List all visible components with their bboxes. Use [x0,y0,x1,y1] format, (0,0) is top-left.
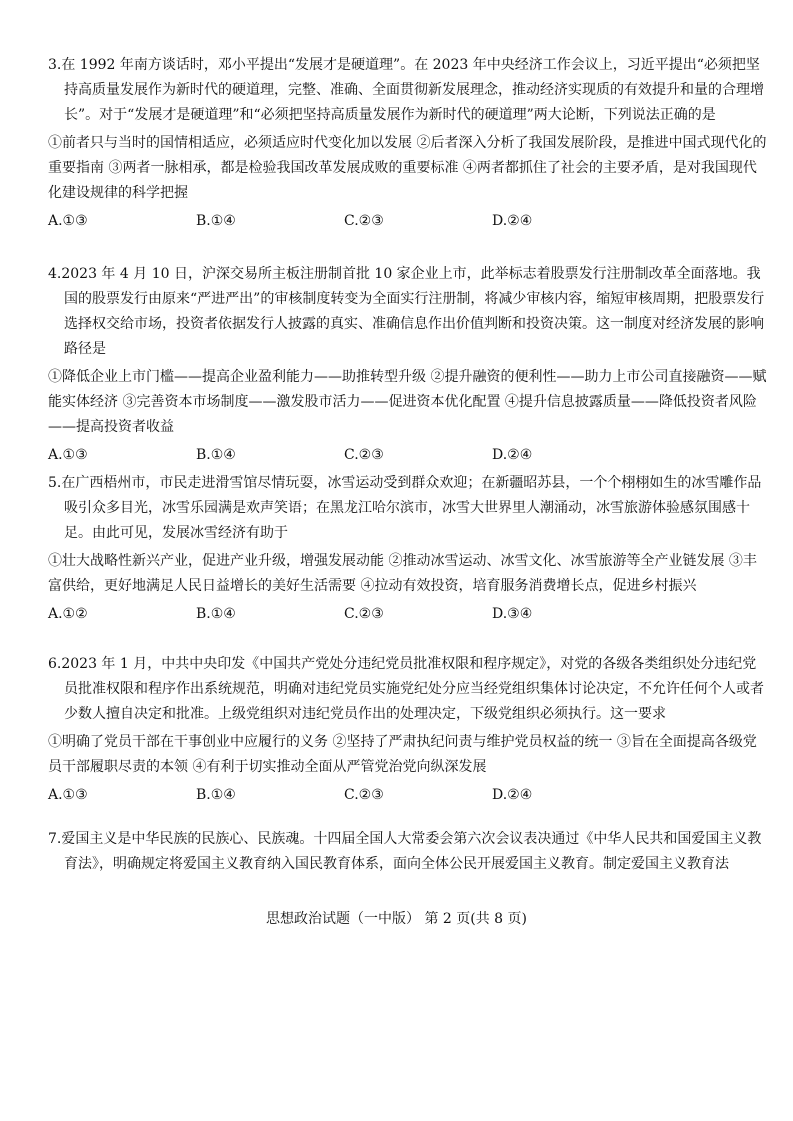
answer-options [48,443,768,468]
option-d: D.②④ [492,447,533,463]
option-b: B.①④ [196,787,236,803]
option-c: C.②③ [344,606,384,622]
question-statements: ①壮大战略性新兴产业，促进产业升级，增强发展动能 ②推动冰雪运动、冰雪文化、冰雪旅游等全产业链发展 ③丰富供给，更好地满足人民日益增长的美好生活需要 ④拉动有效投资，培育服务消费增长点，促进乡村振兴 [48,553,757,594]
option-d: D.③④ [492,606,533,622]
question-stem: 6.2023 年 1 月，中共中央印发《中国共产党处分违纪党员批准权限和程序规定》，对党的各级各类组织处分违纪党员批准权限和程序作出系统规范，明确对违纪党员实施党纪处分应当经党组织集体讨论决定，不允许任何个人或者少数人擅自决定和批准。上级党组织对违纪党员作出的处理决定，下级党组织必须执行。这一要求 [48,656,764,722]
option-c: C.②③ [344,787,384,803]
question-statements: ①降低企业上市门槛——提高企业盈利能力——助推转型升级 ②提升融资的便利性——助力上市公司直接融资——赋能实体经济 ③完善资本市场制度——激发股市活力——促进资本优化配置 ④提升信息披露质量——降低投资者风险 ——提高投资者收益 [48,369,767,435]
question-stem: 7.爱国主义是中华民族的民族心、民族魂。十四届全国人大常委会第六次会议表决通过《中华人民共和国爱国主义教育法》，明确规定将爱国主义教育纳入国民教育体系，面向全体公民开展爱国主义教育。制定爱国主义教育法 [48,831,762,872]
question-statements: ①明确了党员干部在干事创业中应履行的义务 ②坚持了严肃执纪问责与维护党员权益的统一 ③旨在全面提高各级党员干部履职尽责的本领 ④有利于切实推动全面从严管党治党向纵深发展 [48,734,757,775]
option-c: C.②③ [344,213,384,229]
answer-options [48,602,768,627]
option-a: A.①③ [48,447,88,463]
option-a: A.①③ [48,213,88,229]
option-d: D.②④ [492,787,533,803]
question-5 [48,471,768,627]
answer-options [48,783,768,808]
option-b: B.①④ [196,606,236,622]
question-stem: 5.在广西梧州市，市民走进滑雪馆尽情玩耍，冰雪运动受到群众欢迎；在新疆昭苏县，一个个栩栩如生的冰雪雕作品吸引众多目光，冰雪乐园满是欢声笑语；在黑龙江哈尔滨市，冰雪大世界里人潮涌动，冰雪旅游体验感氛围感十足。由此可见，发展冰雪经济有助于 [48,475,762,541]
option-a: A.①② [48,606,88,622]
option-a: A.①③ [48,787,88,803]
question-stem: 4.2023 年 4 月 10 日，沪深交易所主板注册制首批 10 家企业上市，此举标志着股票发行注册制改革全面落地。我国的股票发行由原来“严进严出”的审核制度转变为全面实行注册制，将减少审核内容，缩短审核周期，把股票发行选择权交给市场，投资者依据发行人披露的真实、准确信息作出价值判断和投资决策。这一制度对经济发展的影响路径是 [48,266,765,357]
answer-options [48,209,768,234]
page-footer: 思想政治试题（一中版） 第 2 页(共 8 页) [266,911,527,927]
option-c: C.②③ [344,447,384,463]
option-b: B.①④ [196,213,236,229]
question-6 [48,652,768,808]
option-d: D.②④ [492,213,533,229]
question-statements: ①前者只与当时的国情相适应，必须适应时代变化加以发展 ②后者深入分析了我国发展阶段，是推进中国式现代化的重要指南 ③两者一脉相承，都是检验我国改革发展成败的重要标准 ④两者都抓住了社会的主要矛盾，是对我国现代化建设规律的科学把握 [48,135,767,201]
question-3 [48,53,768,234]
question-4 [48,262,768,468]
question-7 [48,827,768,877]
option-b: B.①④ [196,447,236,463]
question-stem: 3.在 1992 年南方谈话时，邓小平提出“发展才是硬道理”。在 2023 年中央经济工作会议上，习近平提出“必须把坚持高质量发展作为新时代的硬道理，完整、准确、全面贯彻新发展理念，推动经济实现质的有效提升和量的合理增长”。对于“发展才是硬道理”和“必须把坚持高质量发展作为新时代的硬道理”两大论断，下列说法正确的是 [48,57,764,123]
